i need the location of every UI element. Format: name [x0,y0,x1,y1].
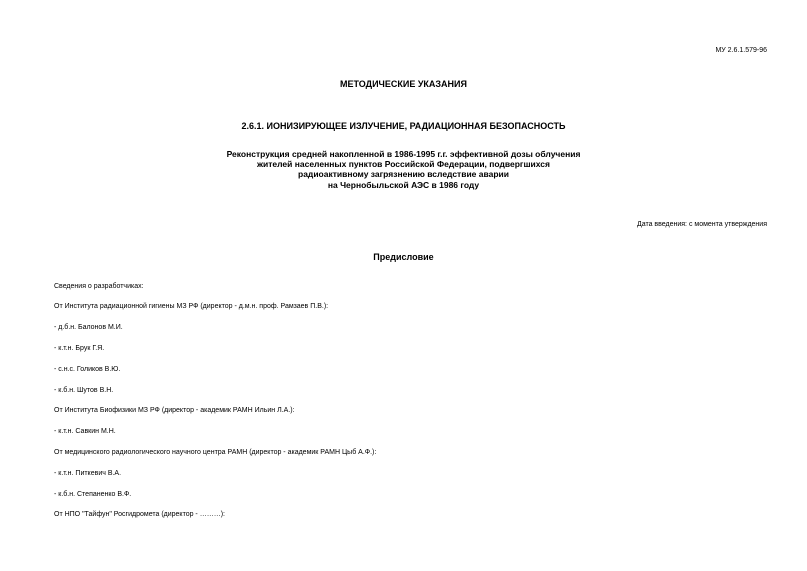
subtitle-line: Реконструкция средней накопленной в 1986-1995 г.г. эффективной дозы облучения [226,149,581,159]
organization-line: От НПО "Тайфун" Росгидромета (директор - ………): [54,511,225,518]
document-title: МЕТОДИЧЕСКИЕ УКАЗАНИЯ [340,79,467,89]
subtitle-line: жителей населенных пунктов Российской Федерации, подвергшихся [257,159,550,170]
developer-line: - д.б.н. Балонов М.И. [54,324,123,331]
developer-line: - к.б.н. Степаненко В.Ф. [54,491,132,498]
developer-line: - к.б.н. Шутов В.Н. [54,387,114,394]
developer-line: - с.н.с. Голиков В.Ю. [54,366,121,373]
subtitle-line: радиоактивному загрязнению вследствие аварии [298,169,509,180]
section-title: 2.6.1. ИОНИЗИРУЮЩЕЕ ИЗЛУЧЕНИЕ, РАДИАЦИОННАЯ БЕЗОПАСНОСТЬ [241,121,566,131]
developer-line: - к.т.н. Савкин М.Н. [54,428,116,435]
developer-line: - к.т.н. Брук Г.Я. [54,345,105,352]
subtitle-line: на Чернобыльской АЭС в 1986 году [327,179,480,190]
organization-line: От Института радиационной гигиены МЗ РФ (директор - д.м.н. проф. Рамзаев П.В.): [54,303,329,310]
developer-line: - к.т.н. Питкевич В.А. [54,470,122,477]
developers-intro: Сведения о разработчиках: [54,283,144,290]
preface-heading: Предисловие [373,252,434,262]
document-subtitle [0,149,807,190]
organization-line: От Института Биофизики МЗ РФ (директор - академик РАМН Ильин Л.А.): [54,407,295,414]
document-code: МУ 2.6.1.579-96 [715,47,767,54]
introduction-date: Дата введения: с момента утверждения [636,221,767,228]
organization-line: От медицинского радиологического научного центра РАМН (директор - академик РАМН Цыб А.Ф.): [54,449,377,456]
